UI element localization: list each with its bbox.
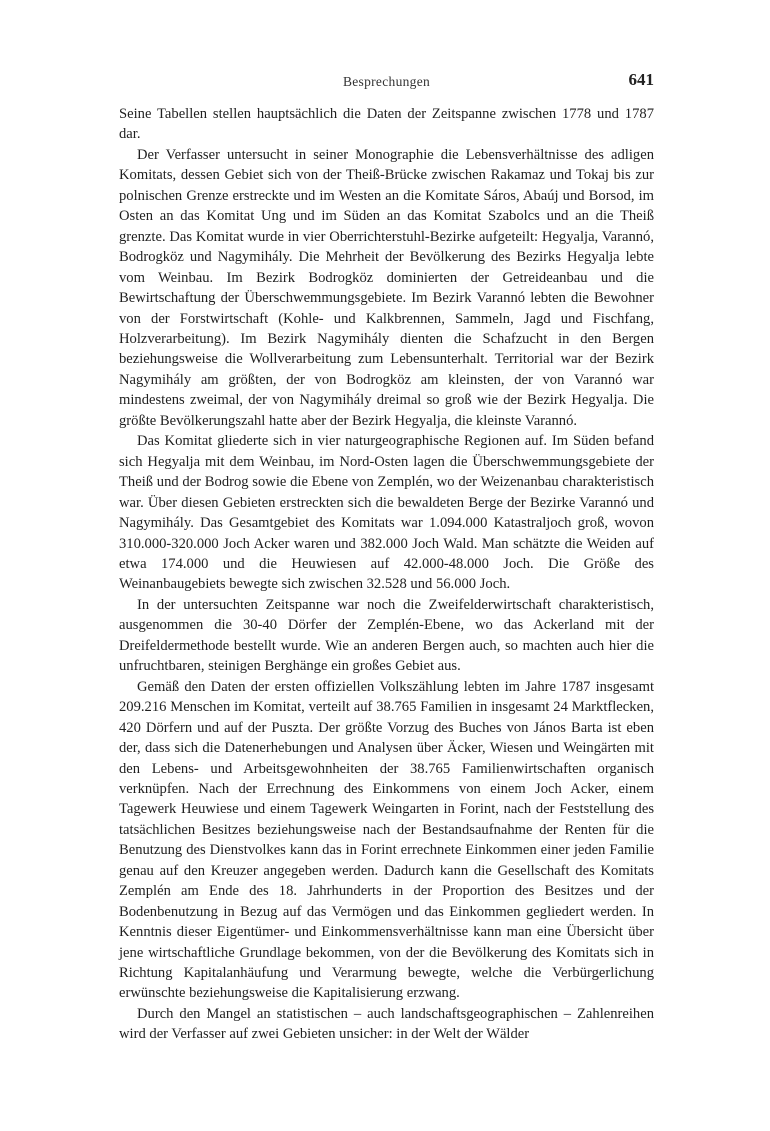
paragraph-1: Seine Tabellen stellen hauptsächlich die Daten der Zeitspanne zwischen 1778 und 1787 dar.: [119, 106, 654, 143]
page-number: 641: [628, 70, 654, 89]
running-title: Besprechungen: [342, 74, 431, 89]
running-head: [119, 68, 654, 94]
paragraph-3: Das Komitat gliederte sich in vier naturgeographische Regionen auf. Im Süden befand sich Hegyalja mit dem Weinbau, im Nord-Osten lagen die Überschwemmungsgebiete der Theiß und der Bodrog sowie die Ebene von Zemplén, wo der Weizenanbau charakteristisch war. Über diesen Gebieten erstreckten sich die bewaldeten Berge der Bezirke Varannó und Nagymihály. Das Gesamtgebiet des Komitats war 1.094.000 Katastraljoch groß, wovon 310.000-320.000 Joch Acker waren und 382.000 Joch Wald. Man schätzte die Weiden auf etwa 174.000 und die Heuwiesen auf 42.000-48.000 Joch. Die Größe des Weinanbaugebiets bewegte sich zwischen 32.528 und 56.000 Joch.: [119, 433, 654, 593]
paragraph-4: In der untersuchten Zeitspanne war noch die Zweifelderwirtschaft charakteristisch, ausgenommen die 30-40 Dörfer der Zemplén-Ebene, wo das Ackerland mit der Dreifeldermethode bestellt wurde. Wie an anderen Bergen auch, so machten auch hier die unfruchtbaren, steinigen Berghänge ein großes Gebiet aus.: [119, 596, 654, 675]
paragraph-2: Der Verfasser untersucht in seiner Monographie die Lebensverhältnisse des adligen Komitats, dessen Gebiet sich von der Theiß-Brücke zwischen Rakamaz und Tokaj bis zur polnischen Grenze erstreckte und im Westen an die Komitate Sáros, Abaúj und Borsod, im Osten an das Komitat Ung und im Süden an das Komitat Szabolcs und an die Theiß grenzte. Das Komitat wurde in vier Oberrichterstuhl-Bezirke aufgeteilt: Hegyalja, Varannó, Bodrogköz und Nagymihály. Die Mehrheit der Bevölkerung des Bezirks Hegyalja lebte vom Weinbau. Im Bezirk Bodrogköz dominierten der Getreideanbau und die Bewirtschaftung der Überschwemmungsgebiete. Im Bezirk Varannó lebten die Bewohner von der Forstwirtschaft (Kohle- und Kalkbrennen, Sammeln, Jagd und Fischfang, Holzverarbeitung). Im Bezirk Nagymihály dienten die Schafzucht in den Bergen beziehungsweise die Wollverarbeitung zum Lebensunterhalt. Territorial war der Bezirk Nagymihály am größten, der von Bodrogköz am kleinsten, der von Varannó war mindestens zweimal, der von Nagymihály dreimal so groß wie der Bezirk Hegyalja. Die größte Bevölkerungszahl hatte aber der Bezirk Hegyalja, die kleinste Varannó.: [119, 146, 654, 429]
body-text: [119, 104, 654, 1045]
paragraph-5: Gemäß den Daten der ersten offiziellen Volkszählung lebten im Jahre 1787 insgesamt 209.216 Menschen im Komitat, verteilt auf 38.765 Familien in insgesamt 24 Marktflecken, 420 Dörfern und auf der Puszta. Der größte Vorzug des Buches von János Barta ist eben der, dass sich die Datenerhebungen und Analysen über Äcker, Wiesen und Weingärten mit den Lebens- und Arbeitsgewohnheiten der 38.765 Familienwirtschaften organisch verknüpfen. Nach der Errechnung des Einkommens von einem Joch Acker, einem Tagewerk Heuwiese und einem Tagewerk Weingarten in Forint, nach der Feststellung des tatsächlichen Besitzes beziehungsweise nach der Bestandsaufnahme der Renten für die Benutzung des Dienstvolkes kann das in Forint errechnete Einkommen einer jeden Familie genau auf den Kreuzer angegeben werden. Dadurch kann die Gesellschaft des Komitats Zemplén am Ende des 18. Jahrhunderts in der Proportion des Besitzes und der Bodenbenutzung in Bezug auf das Vermögen und das Einkommen gegliedert werden. In Kenntnis dieser Eigentümer- und Einkommensverhältnisse kann man eine Übersicht über jene wirtschaftliche Grundlage bekommen, von der die Bevölkerung des Komitats sich in Richtung Kapitalanhäufung und Verarmung bewegte, welche die Verbürgerlichung erwünschte beziehungsweise die Kapitalisierung erzwang.: [119, 678, 654, 1002]
paragraph-6: Durch den Mangel an statistischen – auch landschaftsgeographischen – Zahlenreihen wird der Verfasser auf zwei Gebieten unsicher: in der Welt der Wälder: [119, 1005, 654, 1043]
book-page: [119, 68, 654, 1045]
